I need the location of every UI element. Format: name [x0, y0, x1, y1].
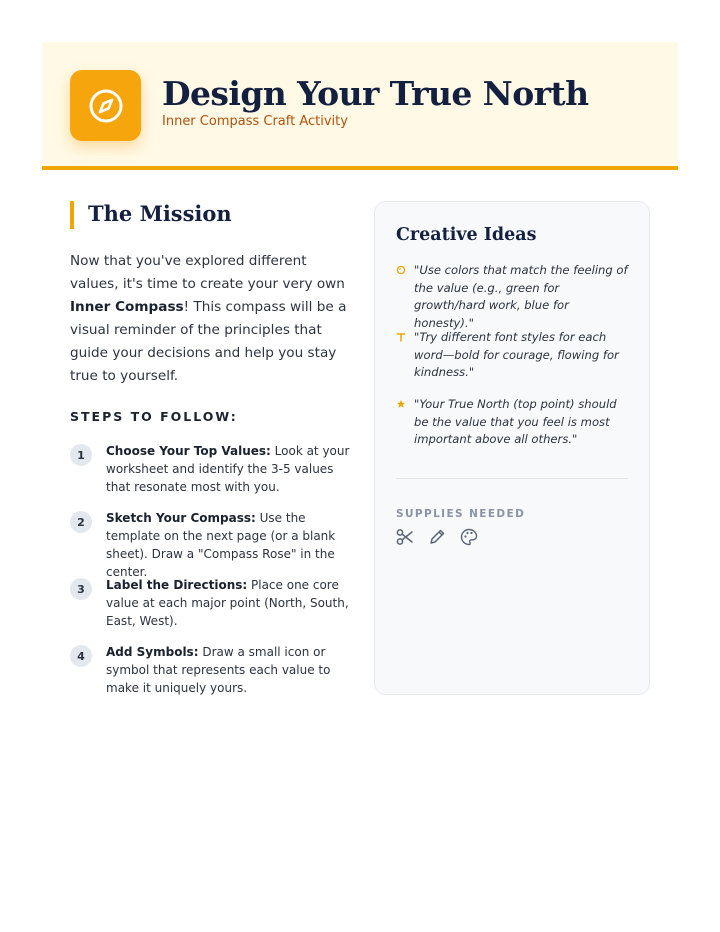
page-subtitle: Inner Compass Craft Activity: [162, 114, 348, 129]
step-text: [106, 442, 351, 496]
page-header: [42, 42, 678, 170]
step-description: Draw a small icon or symbol that represents each value to make it uniquely yours.: [106, 645, 331, 695]
card-title: Creative Ideas: [396, 225, 537, 245]
page-title: Design Your True North: [162, 74, 589, 113]
step-number: 4: [70, 645, 92, 667]
pencil-icon: [428, 528, 446, 546]
step-title: Sketch Your Compass:: [106, 511, 256, 525]
step-description: Place one core value at each major point (North, South, East, West).: [106, 578, 349, 628]
scissors-icon: [396, 528, 414, 546]
compass-logo: [70, 70, 141, 141]
steps-heading: STEPS TO FOLLOW:: [70, 409, 238, 424]
intro-text-start: Now that you've explored different values, it's time to create your very own: [70, 253, 345, 292]
step-title: Choose Your Top Values:: [106, 444, 271, 458]
mission-intro: [70, 250, 350, 388]
creative-ideas-card: [374, 201, 650, 695]
step-text: [106, 509, 351, 581]
card-divider: [396, 478, 628, 479]
compass-icon: [86, 86, 126, 126]
step-number: 2: [70, 511, 92, 533]
step-description: Use the template on the next page (or a blank sheet). Draw a "Compass Rose" in the center.: [106, 511, 336, 579]
font-icon: [396, 332, 406, 342]
star-icon: [396, 399, 406, 409]
palette-icon: [460, 528, 478, 546]
palette-icon: [396, 265, 406, 275]
mission-title: The Mission: [88, 201, 232, 226]
idea-text: "Try different font styles for each word—bold for courage, flowing for kindness.": [414, 330, 619, 379]
step-number: 1: [70, 444, 92, 466]
mission-accent-bar: [70, 201, 74, 229]
step-text: [106, 576, 351, 630]
intro-bold-text: Inner Compass: [70, 299, 184, 315]
step-text: [106, 643, 351, 697]
supplies-label: SUPPLIES NEEDED: [396, 508, 526, 520]
intro-text-end: ! This compass will be a visual reminder of the principles that guide your decisions and help you stay true to yourself.: [70, 299, 347, 384]
idea-text: "Use colors that match the feeling of the value (e.g., green for growth/hard work, blue for honesty).": [414, 263, 628, 330]
step-description: Look at your worksheet and identify the 3-5 values that resonate most with you.: [106, 444, 350, 494]
step-title: Add Symbols:: [106, 645, 199, 659]
idea-text: "Your True North (top point) should be the value that you feel is most important above all others.": [414, 397, 617, 446]
step-title: Label the Directions:: [106, 578, 248, 592]
step-number: 3: [70, 578, 92, 600]
